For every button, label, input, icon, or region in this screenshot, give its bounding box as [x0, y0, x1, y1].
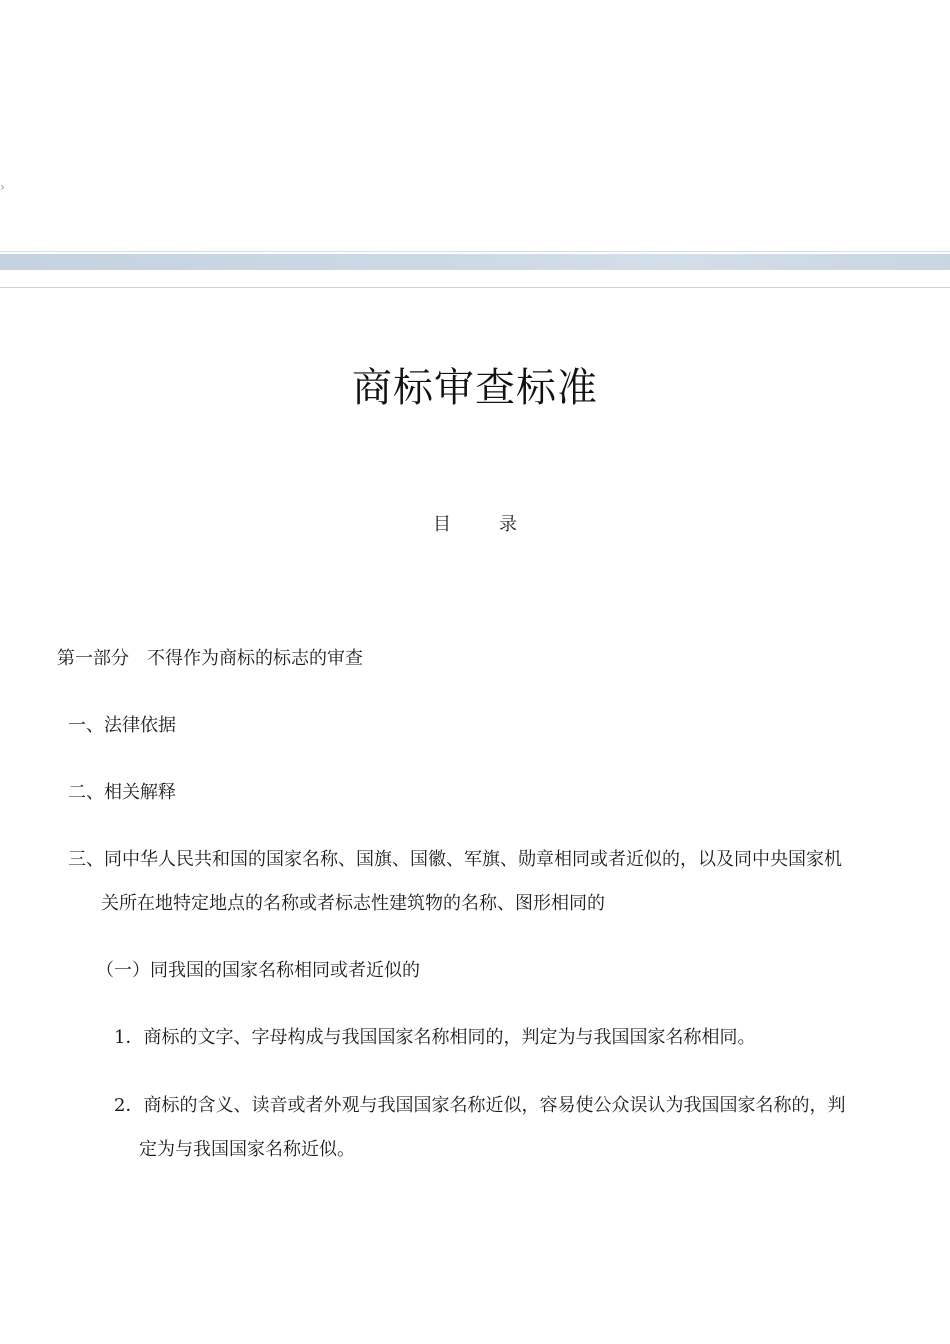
header-divider-top	[0, 251, 950, 252]
toc-item-national-symbols-line2: 关所在地特定地点的名称或者标志性建筑物的名称、图形相同的	[101, 893, 605, 914]
toc-subitem-country-name: （一）同我国的国家名称相同或者近似的	[96, 960, 420, 981]
toc-item-national-symbols-line1: 三、同中华人民共和国的国家名称、国旗、国徽、军旗、勋章相同或者近似的，以及同中央国家机	[68, 849, 842, 870]
toc-heading-right: 录	[499, 514, 517, 535]
toc-point-2-line2: 定为与我国国家名称近似。	[139, 1139, 355, 1160]
toc-heading-left: 目	[433, 514, 451, 535]
document-title: 商标审查标准	[352, 365, 598, 411]
toc-item-legal-basis: 一、法律依据	[68, 715, 176, 736]
toc-heading	[0, 512, 950, 538]
header-band	[0, 254, 950, 270]
toc-part-heading: 第一部分 不得作为商标的标志的审查	[57, 648, 363, 669]
toc-item-interpretation: 二、相关解释	[68, 782, 176, 803]
header-divider-bottom	[0, 287, 950, 288]
corner-mark: ›	[0, 180, 5, 194]
toc-point-1: 1．商标的文字、字母构成与我国国家名称相同的，判定为与我国国家名称相同。	[114, 1027, 756, 1048]
toc-point-2-line1: 2．商标的含义、读音或者外观与我国国家名称近似，容易使公众误认为我国国家名称的，判	[114, 1095, 846, 1116]
